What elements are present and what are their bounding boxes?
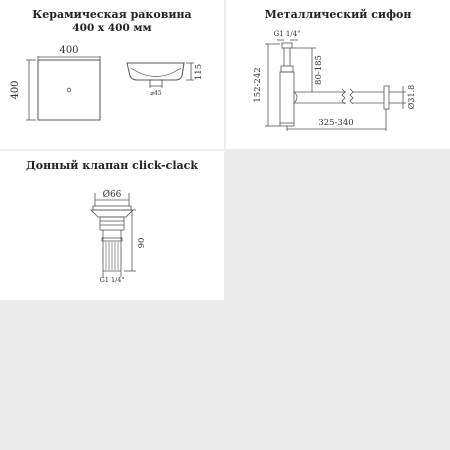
valve-flange: [91, 210, 133, 217]
basin-height-label: 115: [194, 63, 204, 81]
siphon-drawing: [226, 0, 450, 149]
siphon-panel: [226, 0, 450, 149]
valve-title: Донный клапан click-clack: [26, 159, 198, 172]
siphon-height-range: 152-242: [253, 67, 263, 103]
valve-panel: [0, 151, 224, 300]
basin-depth-label: 400: [10, 80, 21, 100]
basin-width-label: 400: [59, 45, 79, 56]
drain-hole: [67, 88, 71, 92]
valve-cap-diameter: Ø66: [102, 190, 122, 200]
valve-body: [100, 217, 124, 230]
valve-cap: [93, 206, 131, 210]
basin-drain-label: ⌀45: [150, 90, 162, 97]
basin-panel: [0, 0, 224, 149]
siphon-thread-label: G1 1/4": [273, 30, 301, 38]
valve-thread-label: G1 1/4": [99, 276, 125, 284]
siphon-top-nut: [282, 43, 292, 48]
siphon-wall-flange: [384, 86, 389, 109]
siphon-bottle: [280, 72, 294, 126]
basin-top-view: [38, 60, 100, 120]
valve-height-label: 90: [137, 237, 147, 249]
valve-drawing: [0, 151, 224, 300]
siphon-title: Металлический сифон: [264, 8, 412, 21]
basin-drawing: [0, 0, 224, 149]
basin-title: Керамическая раковина: [32, 8, 192, 21]
siphon-drop-range: 80-185: [314, 55, 324, 85]
siphon-pipe-diameter: Ø31.8: [407, 84, 416, 110]
siphon-length-range: 325-340: [318, 118, 354, 128]
basin-subtitle: 400 x 400 мм: [72, 22, 152, 34]
